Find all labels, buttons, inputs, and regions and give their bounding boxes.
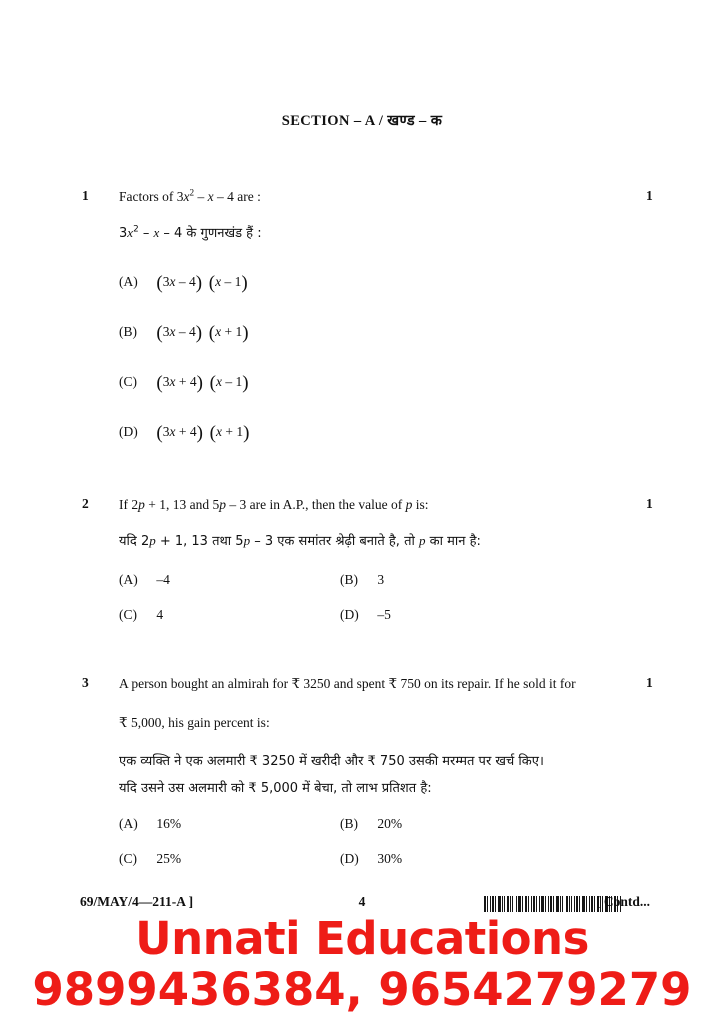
question-1-english (119, 188, 639, 205)
question-2-number: 2 (82, 496, 89, 511)
question-2-english: If 2p + 1, 13 and 5p – 3 are in A.P., then the value of p is: (119, 497, 429, 512)
q1-opt-c-tag: (C) (119, 373, 137, 389)
q2-opt-c-value: 4 (156, 607, 164, 622)
question-2-option-c[interactable] (119, 607, 163, 623)
question-1-option-row-a (119, 272, 639, 322)
q1-en-var: x (183, 189, 190, 204)
question-1-option-a[interactable] (119, 272, 248, 294)
q2-opt-d-value: –5 (377, 607, 391, 622)
question-1-option-row-d (119, 422, 639, 472)
question-2-option-row-2 (119, 607, 639, 642)
watermark-phone: 9899436384, 9654279279 (32, 963, 692, 1016)
question-3-hindi-line1: एक व्यक्ति ने एक अलमारी ₹ 3250 में खरीदी और ₹ 750 उसकी मरम्मत पर खर्च किए। (119, 754, 544, 769)
watermark-overlay (0, 912, 724, 1016)
q3-opt-a-value: 16% (156, 816, 182, 831)
question-1-option-row-c (119, 372, 639, 422)
q1-en-sup: 2 (189, 187, 195, 198)
question-2-option-d[interactable] (340, 607, 391, 623)
q1-opt-d-value: (3x + 4) (x + 1) (156, 422, 250, 443)
q3-opt-d-tag: (D) (340, 851, 359, 866)
section-header: SECTION – A / खण्ड – क (281, 113, 443, 129)
question-1-marks: 1 (646, 188, 653, 203)
footer-page-number: 4 (358, 894, 366, 909)
q3-opt-b-tag: (B) (340, 816, 358, 831)
q2-opt-a-tag: (A) (119, 572, 138, 587)
question-1-hindi: $3x^2$ – x – 4 के गुणनखंड हैं : (119, 224, 262, 241)
q1-opt-a-value: (3x – 4) (x – 1) (156, 272, 248, 293)
q1-opt-b-tag: (B) (119, 323, 137, 339)
question-2-marks: 1 (646, 496, 653, 511)
question-3-english-line1: A person bought an almirah for ₹ 3250 and spent ₹ 750 on its repair. If he sold it for (119, 676, 576, 691)
question-3-option-d[interactable] (340, 851, 402, 867)
question-3-option-c[interactable] (119, 851, 181, 867)
question-3-option-a[interactable] (119, 816, 181, 832)
question-1-option-c[interactable] (119, 372, 249, 394)
question-1-number: 1 (82, 188, 89, 203)
question-2-options (119, 572, 639, 642)
q1-opt-d-tag: (D) (119, 423, 138, 439)
question-3-number: 3 (82, 675, 89, 690)
q3-opt-b-value: 20% (377, 816, 403, 831)
question-1-option-row-b (119, 322, 639, 372)
q2-opt-a-value: –4 (156, 572, 170, 587)
q1-opt-c-value: (3x + 4) (x – 1) (156, 372, 249, 393)
question-3-option-row-2 (119, 851, 639, 886)
question-3-marks: 1 (646, 675, 653, 690)
q3-opt-c-tag: (C) (119, 851, 137, 866)
question-1-option-b[interactable] (119, 322, 249, 344)
question-3-option-row-1 (119, 816, 639, 851)
question-2-hindi: यदि 2p + 1, 13 तथा 5p – 3 एक समांतर श्रेढ़ी बनाते है, तो p का मान है: (119, 533, 481, 549)
question-1-options (119, 272, 639, 472)
q3-opt-d-value: 30% (377, 851, 403, 866)
q2-opt-b-value: 3 (377, 572, 385, 587)
watermark-brand: Unnati Educations (135, 912, 589, 965)
question-1-option-d[interactable] (119, 422, 249, 444)
q1-opt-b-value: (3x – 4) (x + 1) (156, 322, 249, 343)
question-3-english-line2: ₹ 5,000, his gain percent is: (119, 715, 270, 730)
q1-en-pre: Factors of 3 (119, 189, 184, 204)
q1-en-post: – x – 4 are : (194, 189, 261, 204)
question-3-text (119, 675, 639, 797)
question-3-options (119, 816, 639, 886)
question-2-option-a[interactable] (119, 572, 170, 588)
question-1-text (119, 188, 639, 242)
q1-opt-a-tag: (A) (119, 273, 138, 289)
q3-opt-a-tag: (A) (119, 816, 138, 831)
question-2-option-row-1 (119, 572, 639, 607)
q2-opt-c-tag: (C) (119, 607, 137, 622)
footer-contd-label: [ Contd... (596, 894, 651, 909)
question-2-option-b[interactable] (340, 572, 384, 588)
q3-opt-c-value: 25% (156, 851, 182, 866)
footer-paper-code: 69/MAY/4—211-A ] (80, 894, 194, 909)
question-3-hindi-line2: यदि उसने उस अलमारी को ₹ 5,000 में बेचा, तो लाभ प्रतिशत है: (119, 781, 432, 796)
question-2-text (119, 496, 639, 550)
q2-opt-b-tag: (B) (340, 572, 358, 587)
question-3-option-b[interactable] (340, 816, 402, 832)
q2-opt-d-tag: (D) (340, 607, 359, 622)
